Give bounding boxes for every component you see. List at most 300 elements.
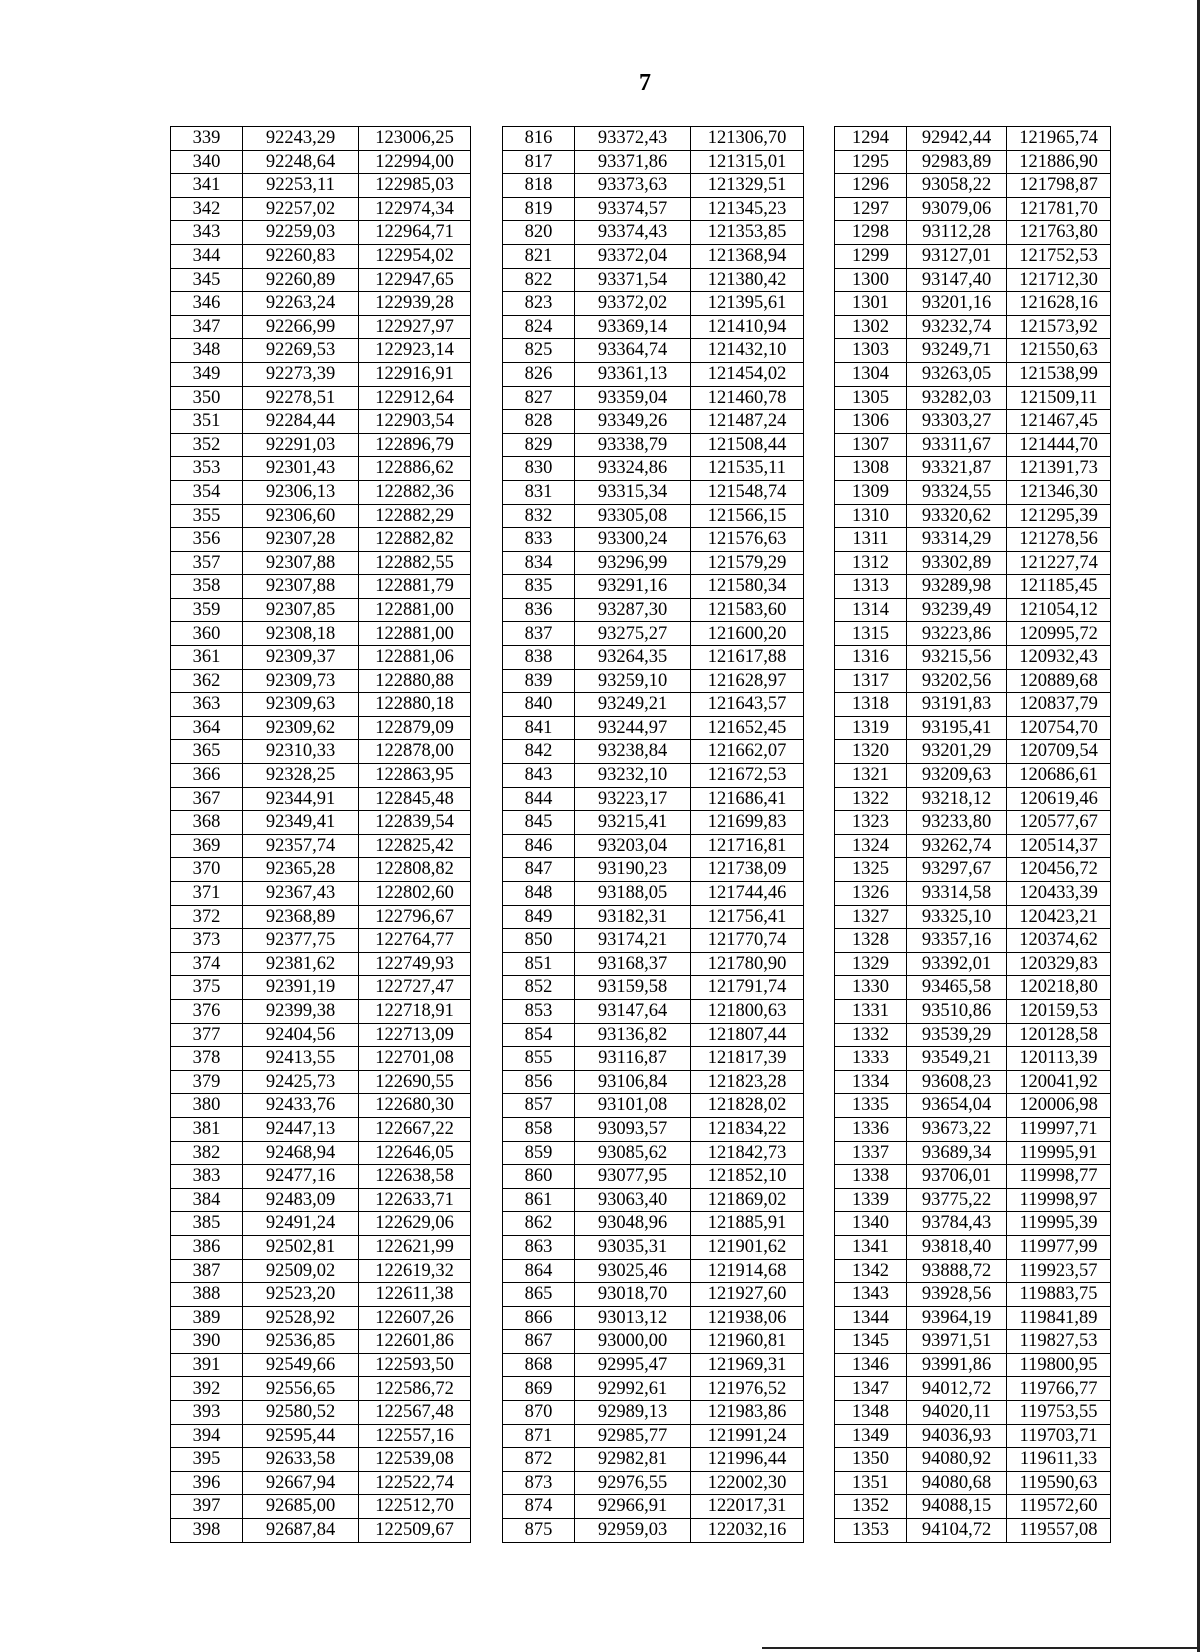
point-number-cell: 1345 — [835, 1330, 907, 1354]
point-number-cell: 867 — [503, 1330, 575, 1354]
x-coordinate-cell: 93127,01 — [907, 244, 1007, 268]
y-coordinate-cell: 121566,15 — [691, 504, 804, 528]
y-coordinate-cell: 122863,95 — [359, 764, 471, 788]
x-coordinate-cell: 93249,21 — [575, 693, 691, 717]
x-coordinate-cell: 92685,00 — [243, 1495, 359, 1519]
table-row — [503, 197, 804, 221]
x-coordinate-cell: 93249,71 — [907, 339, 1007, 363]
x-coordinate-cell: 93510,86 — [907, 999, 1007, 1023]
table-row — [835, 268, 1111, 292]
table-row — [835, 575, 1111, 599]
point-number-cell: 371 — [171, 882, 243, 906]
y-coordinate-cell: 122718,91 — [359, 999, 471, 1023]
y-coordinate-cell: 122912,64 — [359, 386, 471, 410]
x-coordinate-cell: 92399,38 — [243, 999, 359, 1023]
x-coordinate-cell: 92942,44 — [907, 127, 1007, 151]
point-number-cell: 1330 — [835, 976, 907, 1000]
table-row — [835, 905, 1111, 929]
x-coordinate-cell: 93116,87 — [575, 1047, 691, 1071]
point-number-cell: 387 — [171, 1259, 243, 1283]
point-number-cell: 397 — [171, 1495, 243, 1519]
point-number-cell: 1326 — [835, 882, 907, 906]
table-row — [503, 740, 804, 764]
table-row — [171, 433, 471, 457]
x-coordinate-cell: 92307,28 — [243, 528, 359, 552]
table-row — [171, 1070, 471, 1094]
table-row — [835, 693, 1111, 717]
point-number-cell: 839 — [503, 669, 575, 693]
table-row — [835, 362, 1111, 386]
table-row — [171, 811, 471, 835]
y-coordinate-cell: 122923,14 — [359, 339, 471, 363]
table-row — [503, 551, 804, 575]
y-coordinate-cell: 122954,02 — [359, 244, 471, 268]
point-number-cell: 1340 — [835, 1212, 907, 1236]
y-coordinate-cell: 122667,22 — [359, 1117, 471, 1141]
y-coordinate-cell: 121960,81 — [691, 1330, 804, 1354]
point-number-cell: 1303 — [835, 339, 907, 363]
x-coordinate-cell: 93818,40 — [907, 1235, 1007, 1259]
y-coordinate-cell: 121487,24 — [691, 410, 804, 434]
point-number-cell: 1296 — [835, 174, 907, 198]
table-row — [171, 1448, 471, 1472]
y-coordinate-cell: 121817,39 — [691, 1047, 804, 1071]
point-number-cell: 858 — [503, 1117, 575, 1141]
point-number-cell: 1307 — [835, 433, 907, 457]
table-row — [503, 386, 804, 410]
table-row — [171, 1471, 471, 1495]
point-number-cell: 1313 — [835, 575, 907, 599]
x-coordinate-cell: 94012,72 — [907, 1377, 1007, 1401]
x-coordinate-cell: 92447,13 — [243, 1117, 359, 1141]
x-coordinate-cell: 92307,85 — [243, 598, 359, 622]
point-number-cell: 816 — [503, 127, 575, 151]
x-coordinate-cell: 93654,04 — [907, 1094, 1007, 1118]
table-row — [171, 1519, 471, 1543]
table-row — [835, 386, 1111, 410]
point-number-cell: 373 — [171, 929, 243, 953]
y-coordinate-cell: 121395,61 — [691, 292, 804, 316]
y-coordinate-cell: 119557,08 — [1007, 1519, 1111, 1543]
y-coordinate-cell: 121353,85 — [691, 221, 804, 245]
y-coordinate-cell: 122680,30 — [359, 1094, 471, 1118]
y-coordinate-cell: 122601,86 — [359, 1330, 471, 1354]
x-coordinate-cell: 93706,01 — [907, 1165, 1007, 1189]
x-coordinate-cell: 93191,83 — [907, 693, 1007, 717]
table-row — [835, 1283, 1111, 1307]
x-coordinate-cell: 94080,92 — [907, 1448, 1007, 1472]
x-coordinate-cell: 92633,58 — [243, 1448, 359, 1472]
point-number-cell: 395 — [171, 1448, 243, 1472]
table-row — [503, 268, 804, 292]
point-number-cell: 1329 — [835, 952, 907, 976]
point-number-cell: 1299 — [835, 244, 907, 268]
x-coordinate-cell: 93188,05 — [575, 882, 691, 906]
table-row — [171, 834, 471, 858]
table-row — [503, 1047, 804, 1071]
table-row — [171, 504, 471, 528]
y-coordinate-cell: 119997,71 — [1007, 1117, 1111, 1141]
y-coordinate-cell: 121538,99 — [1007, 362, 1111, 386]
point-number-cell: 853 — [503, 999, 575, 1023]
table-row — [171, 528, 471, 552]
table-row — [171, 1377, 471, 1401]
y-coordinate-cell: 121643,57 — [691, 693, 804, 717]
y-coordinate-cell: 122619,32 — [359, 1259, 471, 1283]
y-coordinate-cell: 121852,10 — [691, 1165, 804, 1189]
y-coordinate-cell: 121885,91 — [691, 1212, 804, 1236]
table-row — [835, 1330, 1111, 1354]
x-coordinate-cell: 92349,41 — [243, 811, 359, 835]
point-number-cell: 1298 — [835, 221, 907, 245]
x-coordinate-cell: 92368,89 — [243, 905, 359, 929]
x-coordinate-cell: 92580,52 — [243, 1401, 359, 1425]
x-coordinate-cell: 93689,34 — [907, 1141, 1007, 1165]
x-coordinate-cell: 93263,05 — [907, 362, 1007, 386]
y-coordinate-cell: 120423,21 — [1007, 905, 1111, 929]
point-number-cell: 1319 — [835, 716, 907, 740]
point-number-cell: 1322 — [835, 787, 907, 811]
x-coordinate-cell: 92260,83 — [243, 244, 359, 268]
table-row — [503, 1519, 804, 1543]
table-row — [503, 1330, 804, 1354]
table-row — [503, 575, 804, 599]
point-number-cell: 394 — [171, 1424, 243, 1448]
y-coordinate-cell: 121380,42 — [691, 268, 804, 292]
y-coordinate-cell: 121823,28 — [691, 1070, 804, 1094]
table-row — [835, 1424, 1111, 1448]
table-row — [503, 1283, 804, 1307]
table-row — [503, 952, 804, 976]
table-row — [835, 834, 1111, 858]
x-coordinate-cell: 93321,87 — [907, 457, 1007, 481]
point-number-cell: 845 — [503, 811, 575, 835]
table-row — [503, 1165, 804, 1189]
table-row — [503, 598, 804, 622]
y-coordinate-cell: 122764,77 — [359, 929, 471, 953]
x-coordinate-cell: 93305,08 — [575, 504, 691, 528]
y-coordinate-cell: 121628,16 — [1007, 292, 1111, 316]
point-number-cell: 833 — [503, 528, 575, 552]
table-row — [503, 1141, 804, 1165]
table-row — [835, 1023, 1111, 1047]
x-coordinate-cell: 93303,27 — [907, 410, 1007, 434]
y-coordinate-cell: 122903,54 — [359, 410, 471, 434]
table-row — [835, 1094, 1111, 1118]
table-row — [835, 646, 1111, 670]
point-number-cell: 340 — [171, 150, 243, 174]
point-number-cell: 837 — [503, 622, 575, 646]
x-coordinate-cell: 93112,28 — [907, 221, 1007, 245]
point-number-cell: 372 — [171, 905, 243, 929]
point-number-cell: 1308 — [835, 457, 907, 481]
point-number-cell: 868 — [503, 1353, 575, 1377]
point-number-cell: 358 — [171, 575, 243, 599]
table-row — [171, 952, 471, 976]
x-coordinate-cell: 93147,64 — [575, 999, 691, 1023]
y-coordinate-cell: 121770,74 — [691, 929, 804, 953]
x-coordinate-cell: 93314,58 — [907, 882, 1007, 906]
y-coordinate-cell: 120686,61 — [1007, 764, 1111, 788]
x-coordinate-cell: 94080,68 — [907, 1471, 1007, 1495]
x-coordinate-cell: 93888,72 — [907, 1259, 1007, 1283]
table-row — [171, 315, 471, 339]
table-row — [835, 1377, 1111, 1401]
y-coordinate-cell: 121652,45 — [691, 716, 804, 740]
x-coordinate-cell: 92536,85 — [243, 1330, 359, 1354]
y-coordinate-cell: 119998,97 — [1007, 1188, 1111, 1212]
table-row — [835, 1471, 1111, 1495]
point-number-cell: 392 — [171, 1377, 243, 1401]
table-row — [503, 669, 804, 693]
x-coordinate-cell: 93338,79 — [575, 433, 691, 457]
x-coordinate-cell: 93168,37 — [575, 952, 691, 976]
table-row — [171, 1141, 471, 1165]
table-row — [503, 1377, 804, 1401]
table-row — [503, 127, 804, 151]
table-row — [503, 1495, 804, 1519]
table-row — [835, 221, 1111, 245]
table-row — [503, 480, 804, 504]
x-coordinate-cell: 92523,20 — [243, 1283, 359, 1307]
y-coordinate-cell: 122557,16 — [359, 1424, 471, 1448]
y-coordinate-cell: 121781,70 — [1007, 197, 1111, 221]
y-coordinate-cell: 119800,95 — [1007, 1353, 1111, 1377]
point-number-cell: 369 — [171, 834, 243, 858]
point-number-cell: 852 — [503, 976, 575, 1000]
x-coordinate-cell: 93223,17 — [575, 787, 691, 811]
y-coordinate-cell: 121738,09 — [691, 858, 804, 882]
point-number-cell: 840 — [503, 693, 575, 717]
table-row — [835, 1401, 1111, 1425]
x-coordinate-cell: 93372,04 — [575, 244, 691, 268]
y-coordinate-cell: 119611,33 — [1007, 1448, 1111, 1472]
y-coordinate-cell: 120128,58 — [1007, 1023, 1111, 1047]
x-coordinate-cell: 93320,62 — [907, 504, 1007, 528]
point-number-cell: 396 — [171, 1471, 243, 1495]
point-number-cell: 386 — [171, 1235, 243, 1259]
y-coordinate-cell: 120113,39 — [1007, 1047, 1111, 1071]
x-coordinate-cell: 93539,29 — [907, 1023, 1007, 1047]
y-coordinate-cell: 122985,03 — [359, 174, 471, 198]
point-number-cell: 1344 — [835, 1306, 907, 1330]
y-coordinate-cell: 122882,55 — [359, 551, 471, 575]
x-coordinate-cell: 93359,04 — [575, 386, 691, 410]
y-coordinate-cell: 120577,67 — [1007, 811, 1111, 835]
x-coordinate-cell: 93357,16 — [907, 929, 1007, 953]
y-coordinate-cell: 122839,54 — [359, 811, 471, 835]
x-coordinate-cell: 92502,81 — [243, 1235, 359, 1259]
y-coordinate-cell: 121444,70 — [1007, 433, 1111, 457]
x-coordinate-cell: 93324,86 — [575, 457, 691, 481]
x-coordinate-cell: 93371,54 — [575, 268, 691, 292]
x-coordinate-cell: 93025,46 — [575, 1259, 691, 1283]
x-coordinate-cell: 93035,31 — [575, 1235, 691, 1259]
point-number-cell: 871 — [503, 1424, 575, 1448]
x-coordinate-cell: 93215,41 — [575, 811, 691, 835]
table-row — [171, 693, 471, 717]
point-number-cell: 1301 — [835, 292, 907, 316]
x-coordinate-cell: 93784,43 — [907, 1212, 1007, 1236]
point-number-cell: 346 — [171, 292, 243, 316]
y-coordinate-cell: 121914,68 — [691, 1259, 804, 1283]
point-number-cell: 820 — [503, 221, 575, 245]
x-coordinate-cell: 93262,74 — [907, 834, 1007, 858]
y-coordinate-cell: 121460,78 — [691, 386, 804, 410]
table-row — [835, 551, 1111, 575]
table-row — [503, 905, 804, 929]
x-coordinate-cell: 92985,77 — [575, 1424, 691, 1448]
table-row — [835, 598, 1111, 622]
table-row — [503, 410, 804, 434]
y-coordinate-cell: 120218,80 — [1007, 976, 1111, 1000]
y-coordinate-cell: 121617,88 — [691, 646, 804, 670]
y-coordinate-cell: 120159,53 — [1007, 999, 1111, 1023]
y-coordinate-cell: 120754,70 — [1007, 716, 1111, 740]
point-number-cell: 374 — [171, 952, 243, 976]
point-number-cell: 347 — [171, 315, 243, 339]
x-coordinate-cell: 94104,72 — [907, 1519, 1007, 1543]
y-coordinate-cell: 121763,80 — [1007, 221, 1111, 245]
x-coordinate-cell: 93325,10 — [907, 905, 1007, 929]
point-number-cell: 341 — [171, 174, 243, 198]
x-coordinate-cell: 92687,84 — [243, 1519, 359, 1543]
table-row — [171, 646, 471, 670]
table-row — [835, 244, 1111, 268]
table-row — [503, 1188, 804, 1212]
table-row — [171, 150, 471, 174]
table-row — [171, 882, 471, 906]
y-coordinate-cell: 122586,72 — [359, 1377, 471, 1401]
x-coordinate-cell: 94020,11 — [907, 1401, 1007, 1425]
x-coordinate-cell: 93244,97 — [575, 716, 691, 740]
x-coordinate-cell: 93223,86 — [907, 622, 1007, 646]
table-row — [835, 929, 1111, 953]
y-coordinate-cell: 121901,62 — [691, 1235, 804, 1259]
x-coordinate-cell: 92263,24 — [243, 292, 359, 316]
point-number-cell: 1343 — [835, 1283, 907, 1307]
x-coordinate-cell: 92966,91 — [575, 1495, 691, 1519]
y-coordinate-cell: 121467,45 — [1007, 410, 1111, 434]
y-coordinate-cell: 119995,91 — [1007, 1141, 1111, 1165]
y-coordinate-cell: 121628,97 — [691, 669, 804, 693]
point-number-cell: 350 — [171, 386, 243, 410]
point-number-cell: 1295 — [835, 150, 907, 174]
y-coordinate-cell: 122881,06 — [359, 646, 471, 670]
x-coordinate-cell: 93063,40 — [575, 1188, 691, 1212]
point-number-cell: 1338 — [835, 1165, 907, 1189]
x-coordinate-cell: 93259,10 — [575, 669, 691, 693]
y-coordinate-cell: 121996,44 — [691, 1448, 804, 1472]
y-coordinate-cell: 122638,58 — [359, 1165, 471, 1189]
x-coordinate-cell: 93282,03 — [907, 386, 1007, 410]
x-coordinate-cell: 92309,73 — [243, 669, 359, 693]
point-number-cell: 1337 — [835, 1141, 907, 1165]
y-coordinate-cell: 121800,63 — [691, 999, 804, 1023]
table-row — [835, 882, 1111, 906]
table-row — [171, 905, 471, 929]
x-coordinate-cell: 92989,13 — [575, 1401, 691, 1425]
table-row — [171, 1424, 471, 1448]
table-row — [171, 622, 471, 646]
table-row — [503, 787, 804, 811]
point-number-cell: 865 — [503, 1283, 575, 1307]
y-coordinate-cell: 122002,30 — [691, 1471, 804, 1495]
point-number-cell: 822 — [503, 268, 575, 292]
y-coordinate-cell: 121716,81 — [691, 834, 804, 858]
table-row — [503, 1070, 804, 1094]
x-coordinate-cell: 92308,18 — [243, 622, 359, 646]
point-number-cell: 391 — [171, 1353, 243, 1377]
x-coordinate-cell: 93203,04 — [575, 834, 691, 858]
table-row — [835, 764, 1111, 788]
y-coordinate-cell: 121842,73 — [691, 1141, 804, 1165]
page-number: 7 — [639, 70, 651, 96]
table-row — [835, 976, 1111, 1000]
point-number-cell: 1325 — [835, 858, 907, 882]
x-coordinate-cell: 93373,63 — [575, 174, 691, 198]
table-row — [503, 1235, 804, 1259]
x-coordinate-cell: 92278,51 — [243, 386, 359, 410]
point-number-cell: 1323 — [835, 811, 907, 835]
y-coordinate-cell: 122727,47 — [359, 976, 471, 1000]
x-coordinate-cell: 92595,44 — [243, 1424, 359, 1448]
x-coordinate-cell: 93324,55 — [907, 480, 1007, 504]
point-number-cell: 855 — [503, 1047, 575, 1071]
table-row — [835, 669, 1111, 693]
y-coordinate-cell: 121699,83 — [691, 811, 804, 835]
point-number-cell: 377 — [171, 1023, 243, 1047]
point-number-cell: 869 — [503, 1377, 575, 1401]
y-coordinate-cell: 121306,70 — [691, 127, 804, 151]
x-coordinate-cell: 92556,65 — [243, 1377, 359, 1401]
point-number-cell: 873 — [503, 1471, 575, 1495]
point-number-cell: 856 — [503, 1070, 575, 1094]
point-number-cell: 345 — [171, 268, 243, 292]
x-coordinate-cell: 92976,55 — [575, 1471, 691, 1495]
x-coordinate-cell: 93297,67 — [907, 858, 1007, 882]
table-row — [171, 716, 471, 740]
table-row — [503, 433, 804, 457]
y-coordinate-cell: 122964,71 — [359, 221, 471, 245]
y-coordinate-cell: 122886,62 — [359, 457, 471, 481]
table-row — [171, 174, 471, 198]
x-coordinate-cell: 93136,82 — [575, 1023, 691, 1047]
table-row — [503, 622, 804, 646]
point-number-cell: 817 — [503, 150, 575, 174]
table-row — [503, 1306, 804, 1330]
y-coordinate-cell: 121807,44 — [691, 1023, 804, 1047]
y-coordinate-cell: 119883,75 — [1007, 1283, 1111, 1307]
point-number-cell: 862 — [503, 1212, 575, 1236]
point-number-cell: 832 — [503, 504, 575, 528]
table-row — [503, 1117, 804, 1141]
table-row — [503, 150, 804, 174]
x-coordinate-cell: 93202,56 — [907, 669, 1007, 693]
point-number-cell: 385 — [171, 1212, 243, 1236]
x-coordinate-cell: 92266,99 — [243, 315, 359, 339]
x-coordinate-cell: 93372,43 — [575, 127, 691, 151]
point-number-cell: 1348 — [835, 1401, 907, 1425]
y-coordinate-cell: 122881,79 — [359, 575, 471, 599]
table-row — [835, 457, 1111, 481]
table-row — [503, 999, 804, 1023]
table-row — [503, 1401, 804, 1425]
point-number-cell: 874 — [503, 1495, 575, 1519]
point-number-cell: 848 — [503, 882, 575, 906]
point-number-cell: 1339 — [835, 1188, 907, 1212]
point-number-cell: 819 — [503, 197, 575, 221]
